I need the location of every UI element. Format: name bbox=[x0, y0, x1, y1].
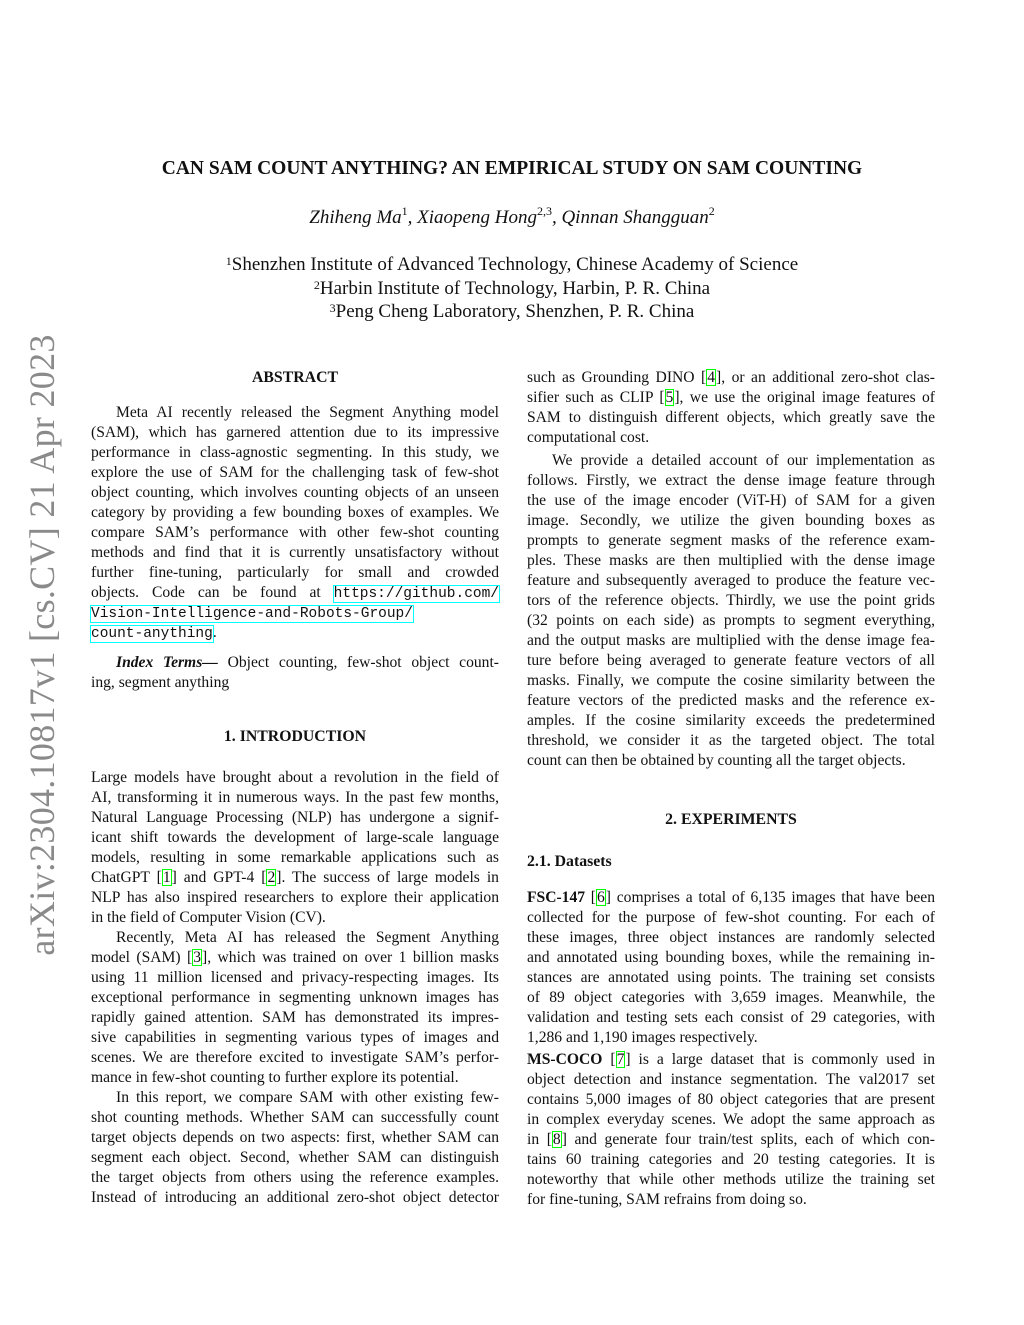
text-line: masks. Finally, we compute the cosine similarity between the bbox=[527, 672, 935, 689]
author-affiliation-mark: 1 bbox=[401, 204, 408, 218]
text-line: stances are annotated using points. The training set consists bbox=[527, 969, 935, 986]
text-line: and annotated using bounding boxes, while the remaining in- bbox=[527, 949, 935, 966]
text-line: using 11 million licensed and privacy-respecting images. Its bbox=[91, 969, 499, 986]
text-line: collected for the purpose of few-shot counting. For each of bbox=[527, 909, 935, 926]
text-line: object counting, which involves counting objects of an unseen bbox=[91, 484, 499, 501]
text-line: sive capabilities in segmenting various types of images and bbox=[91, 1029, 499, 1046]
text-line: tors of the reference objects. Thirdly, we use the point grids bbox=[527, 592, 935, 609]
paragraph bbox=[91, 928, 499, 1088]
paragraph bbox=[527, 1050, 935, 1210]
arxiv-identifier-stamp: arXiv:2304.10817v1 [cs.CV] 21 Apr 2023 bbox=[22, 334, 62, 956]
affiliation-text: Shenzhen Institute of Advanced Technology, Chinese Academy of Science bbox=[231, 254, 799, 275]
text-line: rapidly gained attention. SAM has demonstrated its impres- bbox=[91, 1009, 499, 1026]
text-line: noteworthy that while other methods utilize the training set bbox=[527, 1171, 935, 1188]
text-line: for fine-tuning, SAM refrains from doing so. bbox=[527, 1191, 807, 1208]
affiliation-list bbox=[0, 253, 1024, 324]
affiliation bbox=[0, 253, 1024, 277]
subsection-heading: 2.1. Datasets bbox=[527, 853, 612, 870]
text-line: compare SAM’s performance with other few-shot counting bbox=[91, 524, 499, 541]
code-url-link[interactable]: https://github.com/ bbox=[333, 586, 499, 602]
author-affiliation-mark: 2,3 bbox=[536, 204, 552, 218]
text-line: object detection and instance segmentation. The val2017 set bbox=[527, 1071, 935, 1088]
index-terms-label: Index Terms— bbox=[116, 654, 218, 671]
text-line: ples. These masks are then multiplied with the dense image bbox=[527, 552, 935, 569]
text-line: such as Grounding DINO [4], or an additional zero-shot clas- bbox=[527, 369, 935, 386]
paragraph bbox=[91, 768, 499, 928]
text-line: computational cost. bbox=[527, 429, 650, 446]
citation-link[interactable]: 5 bbox=[665, 389, 674, 406]
text-line: these images, three object instances are randomly selected bbox=[527, 929, 935, 946]
text-line: (32 points on each side) as prompts to segment everything, bbox=[527, 612, 935, 629]
paper-title: CAN SAM COUNT ANYTHING? AN EMPIRICAL STUDY ON SAM COUNTING bbox=[161, 158, 863, 179]
text-line: target objects depends on two aspects: first, whether SAM can bbox=[91, 1129, 499, 1146]
code-url-link[interactable]: Vision-Intelligence-and-Robots-Group/ bbox=[91, 606, 413, 622]
text-line: count-anything. bbox=[91, 624, 217, 642]
text-line: validation and testing sets each consist of 29 categories, with bbox=[527, 1009, 935, 1026]
left-column bbox=[91, 368, 499, 1208]
citation-link[interactable]: 3 bbox=[193, 949, 202, 966]
text-line: (SAM), which has garnered attention due to its impressive bbox=[91, 424, 499, 441]
affiliation bbox=[0, 277, 1024, 301]
text-line: follows. Firstly, we extract the dense image feature through bbox=[527, 472, 935, 489]
text-line: NLP has also inspired researchers to explore their application bbox=[91, 889, 499, 906]
text-line: feature vectors of the predicted masks and the reference ex- bbox=[527, 692, 935, 709]
paragraph bbox=[91, 653, 499, 693]
text-line: exceptional performance in segmenting unknown images has bbox=[91, 989, 499, 1006]
paragraph bbox=[91, 1088, 499, 1208]
text-line: Meta AI recently released the Segment Anything model bbox=[116, 404, 499, 421]
text-line: tains 60 training categories and 20 testing categories. It is bbox=[527, 1151, 935, 1168]
text-line: AI, transforming it in numerous ways. In the past few months, bbox=[91, 789, 499, 806]
citation-link[interactable]: 4 bbox=[707, 369, 716, 386]
text-line: the target objects from others using the reference examples. bbox=[91, 1169, 499, 1186]
text-line: Recently, Meta AI has released the Segment Anything bbox=[116, 929, 499, 946]
text-line: methods and find that it is currently unsatisfactory without bbox=[91, 544, 499, 561]
section-heading: 2. EXPERIMENTS bbox=[665, 811, 797, 828]
text-line: mance in few-shot counting to further explore its potential. bbox=[91, 1069, 459, 1086]
text-line: category by providing a few bounding boxes of examples. We bbox=[91, 504, 499, 521]
text-line: threshold, we consider it as the targeted object. The total bbox=[527, 732, 935, 749]
text-line bbox=[91, 603, 499, 623]
text-line: models, resulting in some remarkable applications such as bbox=[91, 849, 499, 866]
text-line: icant shift towards the development of large-scale language bbox=[91, 829, 499, 846]
text-line: ture before being averaged to generate feature vectors of all bbox=[527, 652, 935, 669]
code-url-link[interactable]: count-anything bbox=[91, 626, 213, 642]
section-heading: ABSTRACT bbox=[251, 369, 339, 386]
text-line: ing, segment anything bbox=[91, 674, 230, 691]
text-line: count can then be obtained by counting all the target objects. bbox=[527, 752, 906, 769]
citation-link[interactable]: 7 bbox=[616, 1051, 625, 1068]
paragraph bbox=[527, 451, 935, 771]
paragraph bbox=[527, 888, 935, 1048]
text-line: In this report, we compare SAM with other existing few- bbox=[116, 1089, 499, 1106]
text-line: Instead of introducing an additional zero-shot object detector bbox=[91, 1189, 499, 1206]
text-line: the use of the image encoder (ViT-H) of SAM for a given bbox=[527, 492, 935, 509]
author-list: Zhiheng Ma$^1$, Xiaopeng Hong$^{2,3}$, Qinnan Shangguan$^2$ bbox=[309, 204, 715, 228]
affiliation-text: Harbin Institute of Technology, Harbin, P. R. China bbox=[319, 277, 711, 299]
text-line: ChatGPT [1] and GPT-4 [2]. The success of large models in bbox=[91, 869, 499, 886]
section-heading: 1. INTRODUCTION bbox=[223, 728, 367, 745]
dataset-name: MS-COCO bbox=[527, 1051, 603, 1068]
affiliation bbox=[0, 300, 1024, 324]
text-line: in [8] and generate four train/test splits, each of which con- bbox=[527, 1131, 935, 1148]
paragraph bbox=[91, 403, 499, 643]
text-line: model (SAM) [3], which was trained on over 1 billion masks bbox=[91, 949, 499, 966]
paragraph bbox=[527, 368, 935, 448]
text-line: We provide a detailed account of our implementation as bbox=[552, 452, 935, 469]
affiliation-mark: 1 bbox=[225, 254, 232, 268]
text-line: Large models have brought about a revolution in the field of bbox=[91, 769, 499, 786]
author-name: Xiaopeng Hong bbox=[417, 207, 537, 228]
text-line: further fine-tuning, particularly for small and crowded bbox=[91, 564, 499, 581]
text-line: segment each object. Second, whether SAM can distinguish bbox=[91, 1149, 499, 1166]
text-line: Index Terms— Object counting, few-shot object count- bbox=[116, 654, 500, 671]
text-line: MS-COCO [7] is a large dataset that is commonly used in bbox=[527, 1051, 935, 1068]
citation-link[interactable]: 8 bbox=[552, 1131, 561, 1148]
text-line: sifier such as CLIP [5], we use the original image features of bbox=[527, 389, 935, 406]
text-line: objects. Code can be found at https://github.com/ bbox=[91, 584, 499, 602]
text-line: SAM to distinguish different objects, which greatly save the bbox=[527, 409, 935, 426]
author-affiliation-mark: 2 bbox=[708, 204, 715, 218]
citation-link[interactable]: 6 bbox=[597, 889, 605, 906]
text-line: 1,286 and 1,190 images respectively. bbox=[527, 1029, 758, 1046]
text-line: shot counting methods. Whether SAM can successfully count bbox=[91, 1109, 499, 1126]
text-line: contains 5,000 images of 80 object categories that are present bbox=[527, 1091, 935, 1108]
text-line: image. Secondly, we utilize the given bounding boxes as bbox=[527, 512, 935, 529]
affiliation-text: Peng Cheng Laboratory, Shenzhen, P. R. China bbox=[335, 301, 695, 322]
text-line: FSC-147 [6] comprises a total of 6,135 images that have been bbox=[527, 889, 936, 906]
text-line: scenes. We are therefore excited to investigate SAM’s perfor- bbox=[91, 1049, 499, 1066]
text-line: feature and subsequently averaged to produce the feature vec- bbox=[527, 572, 935, 589]
right-column bbox=[527, 368, 935, 1210]
dataset-name: FSC-147 bbox=[527, 889, 586, 906]
text-line: in the field of Computer Vision (CV). bbox=[91, 909, 326, 926]
affiliation-mark: 3 bbox=[329, 301, 336, 315]
text-line: prompts to generate segment masks of the reference exam- bbox=[527, 532, 935, 549]
author-name: Qinnan Shangguan bbox=[561, 207, 709, 228]
text-line: performance in class-agnostic segmenting. In this study, we bbox=[91, 444, 499, 461]
citation-link[interactable]: 2 bbox=[267, 869, 276, 886]
affiliation-mark: 2 bbox=[313, 277, 320, 292]
text-line: amples. If the cosine similarity exceeds the predetermined bbox=[527, 712, 935, 729]
text-line: explore the use of SAM for the challenging task of few-shot bbox=[91, 464, 499, 481]
author-name: Zhiheng Ma bbox=[309, 207, 402, 228]
citation-link[interactable]: 1 bbox=[162, 869, 171, 886]
text-line: and the output masks are multiplied with the dense image fea- bbox=[527, 632, 935, 649]
text-line: of 89 object categories with 3,659 images. Meanwhile, the bbox=[527, 989, 935, 1006]
text-line: Natural Language Processing (NLP) has undergone a signif- bbox=[91, 809, 499, 826]
text-line: in complex everyday scenes. We adopt the same approach as bbox=[527, 1111, 935, 1128]
